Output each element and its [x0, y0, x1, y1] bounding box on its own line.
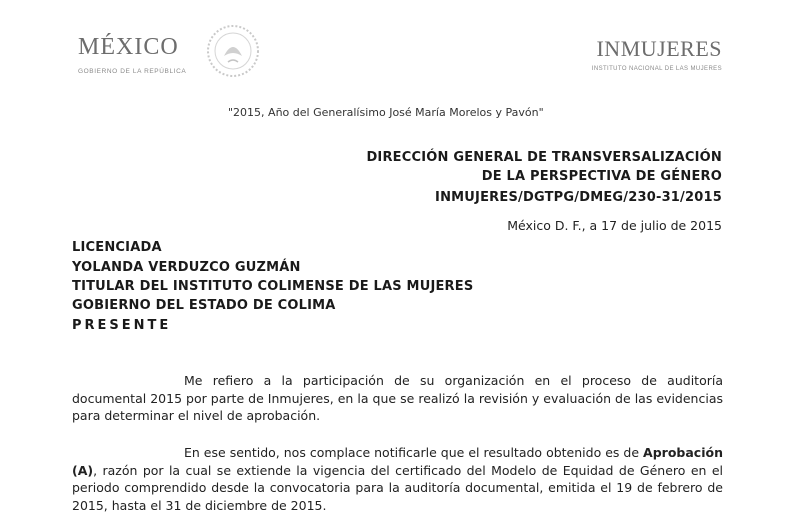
addressee-government: GOBIERNO DEL ESTADO DE COLIMA	[72, 298, 336, 313]
reference-number: INMUJERES/DGTPG/DMEG/230-31/2015	[435, 190, 722, 205]
motto-line: "2015, Año del Generalísimo José María Morelos y Pavón"	[228, 106, 544, 119]
paragraph-2-intro: En ese sentido, nos complace notificarle que el resultado obtenido es de	[184, 445, 640, 460]
addressee-title: LICENCIADA	[72, 240, 162, 255]
addressee-name: YOLANDA VERDUZCO GUZMÁN	[72, 260, 301, 275]
paragraph-2-rest: , razón por la cual se extiende la vigencia del certificado del Modelo de Equidad de Género en el periodo comprendido desde la convocatoria para la auditoría documental, emitida el 19 de febrero de 2015, hasta el 31 de diciembre de 2015.	[72, 462, 723, 513]
approval-result: Aprobación (A)	[72, 445, 723, 478]
mexico-logo-subtitle: GOBIERNO DE LA REPÚBLICA	[78, 68, 187, 75]
addressee-closing: PRESENTE	[72, 318, 172, 333]
office-line-1: DIRECCIÓN GENERAL DE TRANSVERSALIZACIÓN	[366, 150, 722, 165]
office-line-2: DE LA PERSPECTIVA DE GÉNERO	[481, 169, 722, 184]
date-line: México D. F., a 17 de julio de 2015	[507, 218, 722, 233]
eagle-seal-icon	[206, 22, 260, 80]
body-paragraph-2	[72, 444, 723, 514]
inmujeres-logo-subtitle: INSTITUTO NACIONAL DE LAS MUJERES	[591, 66, 722, 72]
mexico-logo: MÉXICO	[78, 34, 179, 60]
addressee-position: TITULAR DEL INSTITUTO COLIMENSE DE LAS MUJERES	[72, 279, 474, 294]
body-paragraph-1: Me refiero a la participación de su organización en el proceso de auditoría documental 2015 por parte de Inmujeres, en la que se realizó la revisión y evaluación de las evidencias para determinar el nivel de aprobación.	[72, 373, 723, 423]
inmujeres-logo: INMUJERES	[596, 36, 722, 61]
